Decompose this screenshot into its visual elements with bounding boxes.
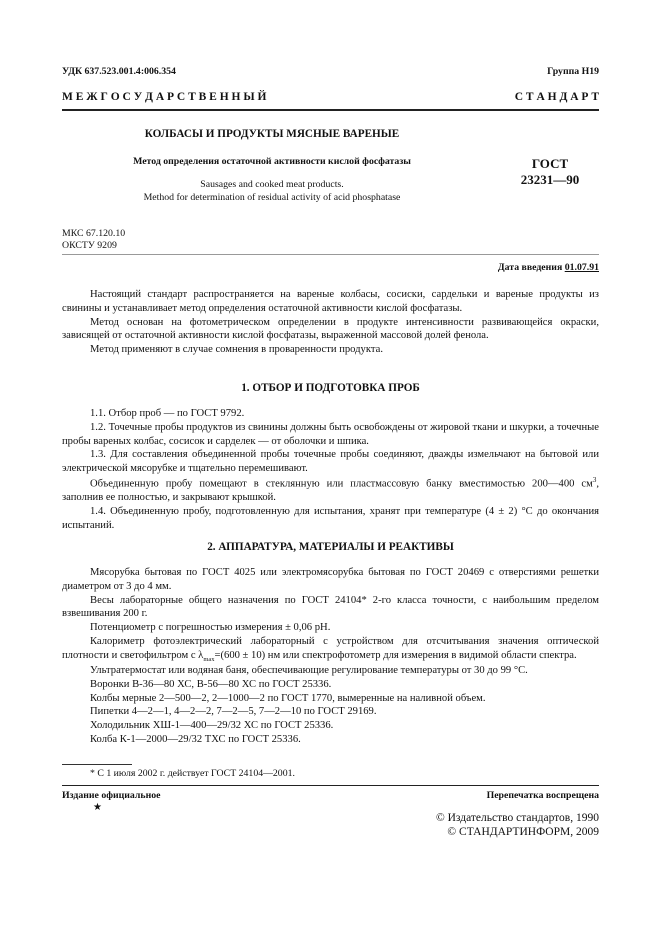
section1-paragraph: 1.2. Точечные пробы продуктов из свинины должны быть освобождены от жировой ткани и шкурки, а точечные пробы вареных колбас, сосисок и сарделек — от оболочки и шпика. xyxy=(62,421,599,447)
official-edition: Издание официальное xyxy=(62,790,161,801)
gost-number: 23231—90 xyxy=(520,172,580,187)
reprint-notice: Перепечатка воспрещена xyxy=(486,790,599,801)
section2-paragraph: Пипетки 4—2—1, 4—2—2, 7—2—5, 7—2—10 по ГОСТ 29169. xyxy=(90,706,377,718)
section1-paragraph: Объединенную пробу помещают в стеклянную или пластмассовую банку вместимостью 200—400 $см^3$, заполнив ее полностью, и закрывают крышкой. xyxy=(62,475,599,504)
intro-text xyxy=(62,288,599,357)
footnote: * С 1 июля 2002 г. действует ГОСТ 24104—2001. xyxy=(90,768,295,779)
section1-body xyxy=(62,407,599,532)
group-code: Группа Н19 xyxy=(547,66,599,77)
english-title-line2: Method for determination of residual activity of acid phosphatase xyxy=(143,192,401,203)
section1-paragraph: 1.1. Отбор проб — по ГОСТ 9792. xyxy=(90,408,245,419)
section1-paragraph: 1.3. Для составления объединенной пробы точечные пробы соединяют, дважды измельчают на бытовой или электрической мясорубке и тщательно перемешивают. xyxy=(62,449,599,475)
section2-paragraph: Потенциометр с погрешностью измерения ± 0,06 рН. xyxy=(90,622,331,634)
section2-body xyxy=(62,566,599,747)
section2-paragraph: Колбы мерные 2—500—2, 2—1000—2 по ГОСТ 1770, вымеренные на наливной объем. xyxy=(90,692,486,704)
intro-paragraph: Метод применяют в случае сомнения в проваренности продукта. xyxy=(90,344,383,356)
star-icon: ★ xyxy=(93,802,102,813)
standard-label: С Т А Н Д А Р Т xyxy=(514,91,599,103)
document-title: КОЛБАСЫ И ПРОДУКТЫ МЯСНЫЕ ВАРЕНЫЕ xyxy=(144,128,400,140)
section2-paragraph: Ультратермостат или водяная баня, обеспечивающие регулирование температуры от 30 до 99 °С. xyxy=(90,665,528,677)
section1-paragraph: 1.4. Объединенную пробу, подготовленную для испытания, хранят при температуре (4 ± 2) °С до окончания испытаний. xyxy=(62,505,599,531)
section2-paragraph: Холодильник ХШ-1—400—29/32 ХС по ГОСТ 25336. xyxy=(90,720,334,732)
header-divider xyxy=(62,109,599,111)
section2-paragraph: Воронки В-36—80 ХС, В-56—80 ХС по ГОСТ 25336. xyxy=(90,678,332,690)
section2-paragraph: Калориметр фотоэлектрический лабораторный с устройством для отсчитывания значения оптической плотности и светофильтром с $\lambda_{max}=(600 \pm 10)$ нм или спектрофотометр для измерения в видимой области спектра. xyxy=(62,635,599,663)
section2-title: 2. АППАРАТУРА, МАТЕРИАЛЫ И РЕАКТИВЫ xyxy=(207,541,454,553)
mks-code: МКС 67.120.10 xyxy=(62,228,126,239)
footer-divider xyxy=(62,785,599,786)
english-title-line1: Sausages and cooked meat products. xyxy=(200,179,344,190)
section2-paragraph: Мясорубка бытовая по ГОСТ 4025 или электромясорубка бытовая по ГОСТ 20469 с отверстиями решетки диаметром от 3 до 4 мм. xyxy=(62,567,599,592)
intro-paragraph: Метод основан на фотометрическом определении в продукте интенсивности развивающейся окраски, зависящей от остаточной активности кислой фосфатазы, выраженной массовой долей фенола. xyxy=(62,316,599,342)
udk-code: УДК 637.523.001.4:006.354 xyxy=(62,66,176,77)
copyright-2: © СТАНДАРТИНФОРМ, 2009 xyxy=(447,826,599,838)
okstu-code: ОКСТУ 9209 xyxy=(62,240,117,251)
codes-divider xyxy=(62,254,599,255)
document-subtitle: Метод определения остаточной активности кислой фосфатазы xyxy=(133,156,411,167)
section2-paragraph: Колба К-1—2000—29/32 ТХС по ГОСТ 25336. xyxy=(90,733,301,745)
intro-paragraph: Настоящий стандарт распространяется на вареные колбасы, сосиски, сардельки и вареные продукты из свинины и устанавливает метод определения остаточной активности кислой фосфатазы. xyxy=(62,289,599,314)
intro-date-label: Дата введения xyxy=(497,262,563,273)
section1-title: 1. ОТБОР И ПОДГОТОВКА ПРОБ xyxy=(241,382,420,394)
gost-label: ГОСТ xyxy=(531,156,569,171)
section2-paragraph: Весы лабораторные общего назначения по ГОСТ 24104* 2-го класса точности, с наибольшим пределом взвешивания 200 г. xyxy=(62,594,599,620)
intro-date xyxy=(498,262,599,275)
copyright-1: © Издательство стандартов, 1990 xyxy=(435,812,599,824)
intro-date-value: 01.07.91 xyxy=(564,262,599,273)
interstate-label: М Е Ж Г О С У Д А Р С Т В Е Н Н Ы Й xyxy=(62,91,267,103)
footnote-divider xyxy=(62,764,132,765)
